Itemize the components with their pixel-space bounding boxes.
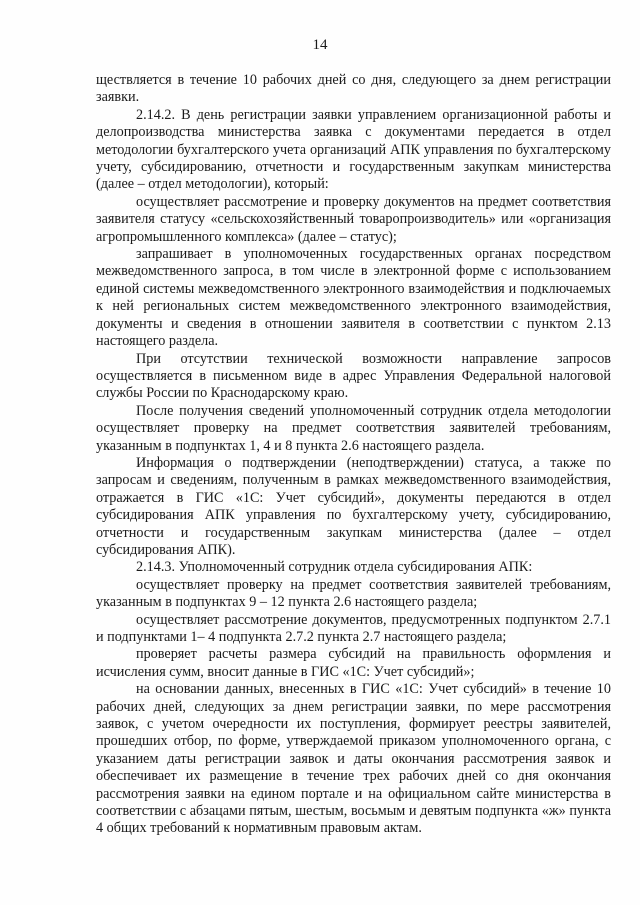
paragraph-2-14-2: 2.14.2. В день регистрации заявки управлением организационной работы и делопроизводства министерства заявка с документами передается в отдел методологии бухгалтерского учета организаций АПК управления по бухгалтерскому учету, субсидированию, отчетности и государственным закупкам министерства (далее – отдел методологии), который: — [96, 106, 611, 193]
paragraph-calculation-check: проверяет расчеты размера субсидий на правильность оформления и исчисления сумм, вносит данные в ГИС «1С: Учет субсидий»; — [96, 646, 611, 680]
paragraph-status-info: Информация о подтверждении (неподтверждении) статуса, а также по запросам и сведениям, полученным в рамках межведомственного взаимодействия, отражается в ГИС «1С: Учет субсидий», документы передаются в отдел субсидирования АПК управления по бухгалтерскому учету, субсидированию, отчетности и государственным закупкам министерства (далее – отдел субсидирования АПК). — [96, 454, 611, 558]
paragraph-documents-review: осуществляет рассмотрение документов, предусмотренных подпунктом 2.7.1 и подпунктами 1– 4 подпункта 2.7.2 пункта 2.7 настоящего раздела; — [96, 611, 611, 645]
paragraph-2-14-3: 2.14.3. Уполномоченный сотрудник отдела субсидирования АПК: — [136, 559, 533, 576]
document-body — [96, 72, 611, 838]
paragraph-methodology-check: После получения сведений уполномоченный сотрудник отдела методологии осуществляет проверку на предмет соответствия заявителей требованиям, указанным в подпунктах 1, 4 и 8 пункта 2.6 настоящего раздела. — [96, 402, 611, 454]
paragraph-registry-formation: на основании данных, внесенных в ГИС «1С: Учет субсидий» в течение 10 рабочих дней, следующих за днем регистрации заявки, по мере рассмотрения заявок, с учетом очередности их поступления, формирует реестры заявителей, прошедших отбор, по форме, утверждаемой приказом уполномоченного органа, с указанием даты регистрации заявок и даты окончания рассмотрения заявок и обеспечивает их размещение в течение трех рабочих дней со дня окончания рассмотрения заявки на едином портале и на официальном сайте министерства в соответствии с абзацами пятым, шестым, восьмым и девятым подпункта «ж» пункта 4 общих требований к нормативным правовым актам. — [96, 681, 611, 837]
page-number: 14 — [312, 37, 328, 53]
paragraph-requirements-check: осуществляет проверку на предмет соответствия заявителей требованиям, указанным в подпунктах 9 – 12 пункта 2.6 настоящего раздела; — [96, 576, 611, 611]
paragraph-status-check: осуществляет рассмотрение и проверку документов на предмет соответствия заявителя статусу «сельскохозяйственный товаропроизводитель» или «организация агропромышленного комплекса» (далее – статус); — [96, 193, 611, 245]
paragraph-continuation: ществляется в течение 10 рабочих дней со дня, следующего за днем регистрации заявки. — [96, 72, 611, 106]
paragraph-interagency-request: запрашивает в уполномоченных государственных органах посредством межведомственного запроса, в том числе в электронной форме с использованием единой системы межведомственного электронного взаимодействия и подключаемых к ней региональных систем межведомственного электронного взаимодействия, документы и сведения в отношении заявителя в соответствии с пунктом 2.13 настоящего раздела. — [96, 246, 611, 350]
paragraph-written-request: При отсутствии технической возможности направление запросов осуществляется в письменном виде в адрес Управления Федеральной налоговой службы России по Краснодарскому краю. — [96, 350, 611, 402]
